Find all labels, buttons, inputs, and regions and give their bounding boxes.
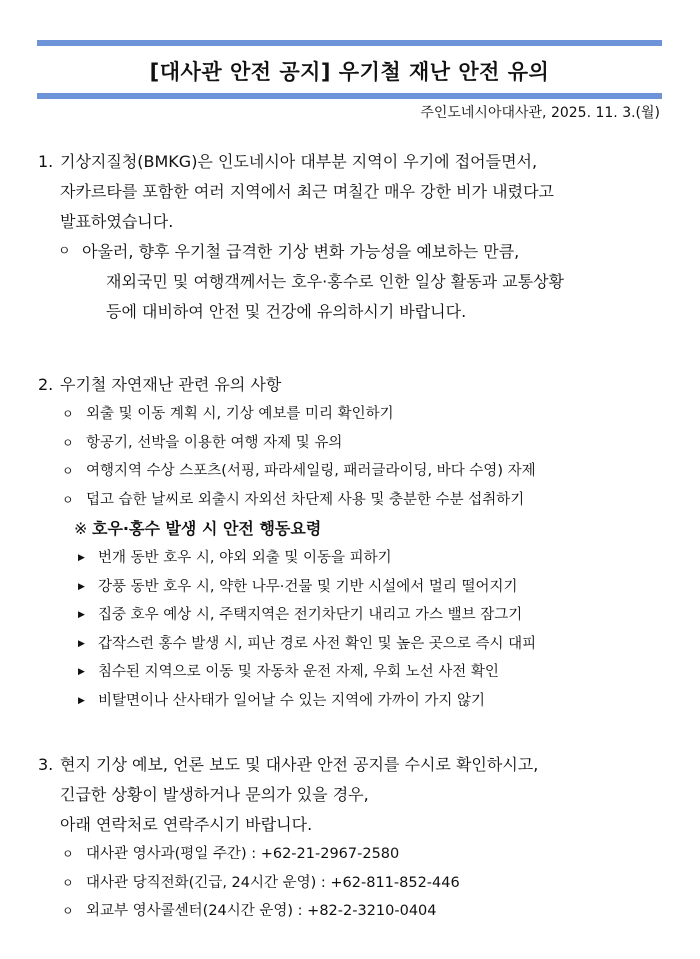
triangle-bullet-icon: ▶ <box>78 638 85 649</box>
contact-text: 대사관 당직전화(긴급, 24시간 운영) : +62-811-852-446 <box>86 874 460 891</box>
contact-item <box>38 840 666 869</box>
list-item <box>38 429 666 458</box>
section-1-text: 자카르타를 포함한 여러 지역에서 최근 며칠간 매우 강한 비가 내렸다고 <box>60 182 554 201</box>
header-top-rule <box>37 40 662 46</box>
bullet-marker: ㅇ <box>62 875 74 890</box>
section-1-line <box>38 147 666 177</box>
action-item <box>38 658 666 687</box>
section-3-number: 3. <box>38 755 54 774</box>
contact-item <box>38 869 666 898</box>
note-heading <box>38 514 666 544</box>
contact-text: 대사관 영사과(평일 주간) : +62-21-2967-2580 <box>86 846 400 862</box>
section-1-sub-line <box>38 297 666 327</box>
section-1-text: 기상지질청(BMKG)은 인도네시아 대부분 지역이 우기에 접어들면서, <box>60 152 538 171</box>
bullet-marker: ㅇ <box>62 407 74 421</box>
section-1-line <box>38 177 666 207</box>
section-1-number: 1. <box>38 152 54 171</box>
bullet-marker: ㅇ <box>62 464 74 478</box>
triangle-bullet-icon: ▶ <box>78 695 85 706</box>
section-2 <box>38 370 666 715</box>
list-item-text: 여행지역 수상 스포츠(서핑, 파라세일링, 패러글라이딩, 바다 수영) 자제 <box>86 463 536 479</box>
action-item <box>38 630 666 659</box>
section-1-sub-text: 등에 대비하여 안전 및 건강에 유의하시기 바랍니다. <box>106 302 467 321</box>
section-2-number: 2. <box>38 375 54 394</box>
triangle-bullet-icon: ▶ <box>78 610 85 620</box>
list-item <box>38 457 666 486</box>
triangle-bullet-icon: ▶ <box>78 667 85 677</box>
page-title: [대사관 안전 공지] 우기철 재난 안전 유의 <box>149 60 550 84</box>
section-2-heading-text: 우기철 자연재난 관련 유의 사항 <box>60 375 282 394</box>
action-item <box>38 544 666 573</box>
list-item <box>38 400 666 429</box>
date-line: 주인도네시아대사관, 2025. 11. 3.(월) <box>420 105 660 121</box>
section-1-sub-line <box>38 267 666 297</box>
triangle-bullet-icon: ▶ <box>78 553 85 563</box>
bullet-marker: ㅇ <box>62 847 74 861</box>
section-1-text: 발표하였습니다. <box>60 212 174 231</box>
section-3-text: 긴급한 상황이 발생하거나 문의가 있을 경우, <box>60 785 369 804</box>
section-3-text: 현지 기상 예보, 언론 보도 및 대사관 안전 공지를 수시로 확인하시고, <box>60 755 539 774</box>
section-3 <box>38 750 666 926</box>
triangle-bullet-icon: ▶ <box>78 581 85 592</box>
action-item-text: 갑작스런 홍수 발생 시, 피난 경로 사전 확인 및 높은 곳으로 즉시 대피 <box>98 635 537 652</box>
action-item-text: 집중 호우 예상 시, 주택지역은 전기차단기 내리고 가스 밸브 잠그기 <box>98 607 523 623</box>
action-item-text: 비탈면이나 산사태가 일어날 수 있는 지역에 가까이 가지 않기 <box>98 692 486 709</box>
list-item <box>38 486 666 515</box>
section-3-line <box>38 750 666 780</box>
list-item-text: 항공기, 선박을 이용한 여행 자제 및 유의 <box>86 434 343 451</box>
action-item <box>38 573 666 602</box>
list-item-text: 외출 및 이동 계획 시, 기상 예보를 미리 확인하기 <box>86 406 394 422</box>
section-3-text: 아래 연락처로 연락주시기 바랍니다. <box>60 815 313 834</box>
action-item-text: 번개 동반 호우 시, 야외 외출 및 이동을 피하기 <box>98 550 392 566</box>
contact-text: 외교부 영사콜센터(24시간 운영) : +82-2-3210-0404 <box>86 903 437 919</box>
bullet-marker: ㅇ <box>62 904 74 918</box>
section-1 <box>38 147 666 327</box>
section-3-line <box>38 810 666 840</box>
header-bottom-rule <box>37 93 662 99</box>
action-item <box>38 601 666 630</box>
action-item-text: 침수된 지역으로 이동 및 자동차 운전 자제, 우회 노선 사전 확인 <box>98 664 499 680</box>
section-1-line <box>38 207 666 237</box>
section-2-heading <box>38 370 666 400</box>
action-item <box>38 687 666 716</box>
bullet-marker: ㅇ <box>62 492 74 507</box>
bullet-marker: ㅇ <box>58 244 71 259</box>
section-1-sub-text: 재외국민 및 여행객께서는 호우·홍수로 인한 일상 활동과 교통상황 <box>106 272 565 291</box>
section-3-line <box>38 780 666 810</box>
list-item-text: 덥고 습한 날씨로 외출시 자외선 차단제 사용 및 충분한 수분 섭취하기 <box>86 491 525 508</box>
section-1-sub-text: 아울러, 향후 우기철 급격한 기상 변화 가능성을 예보하는 만큼, <box>82 242 520 261</box>
contact-item <box>38 897 666 926</box>
action-item-text: 강풍 동반 호우 시, 약한 나무·건물 및 기반 시설에서 멀리 떨어지기 <box>98 578 518 595</box>
section-1-sub-line <box>38 237 666 267</box>
note-mark: ※ <box>74 519 88 538</box>
note-heading-text: 호우·홍수 발생 시 안전 행동요령 <box>92 519 322 538</box>
bullet-marker: ㅇ <box>62 435 74 450</box>
